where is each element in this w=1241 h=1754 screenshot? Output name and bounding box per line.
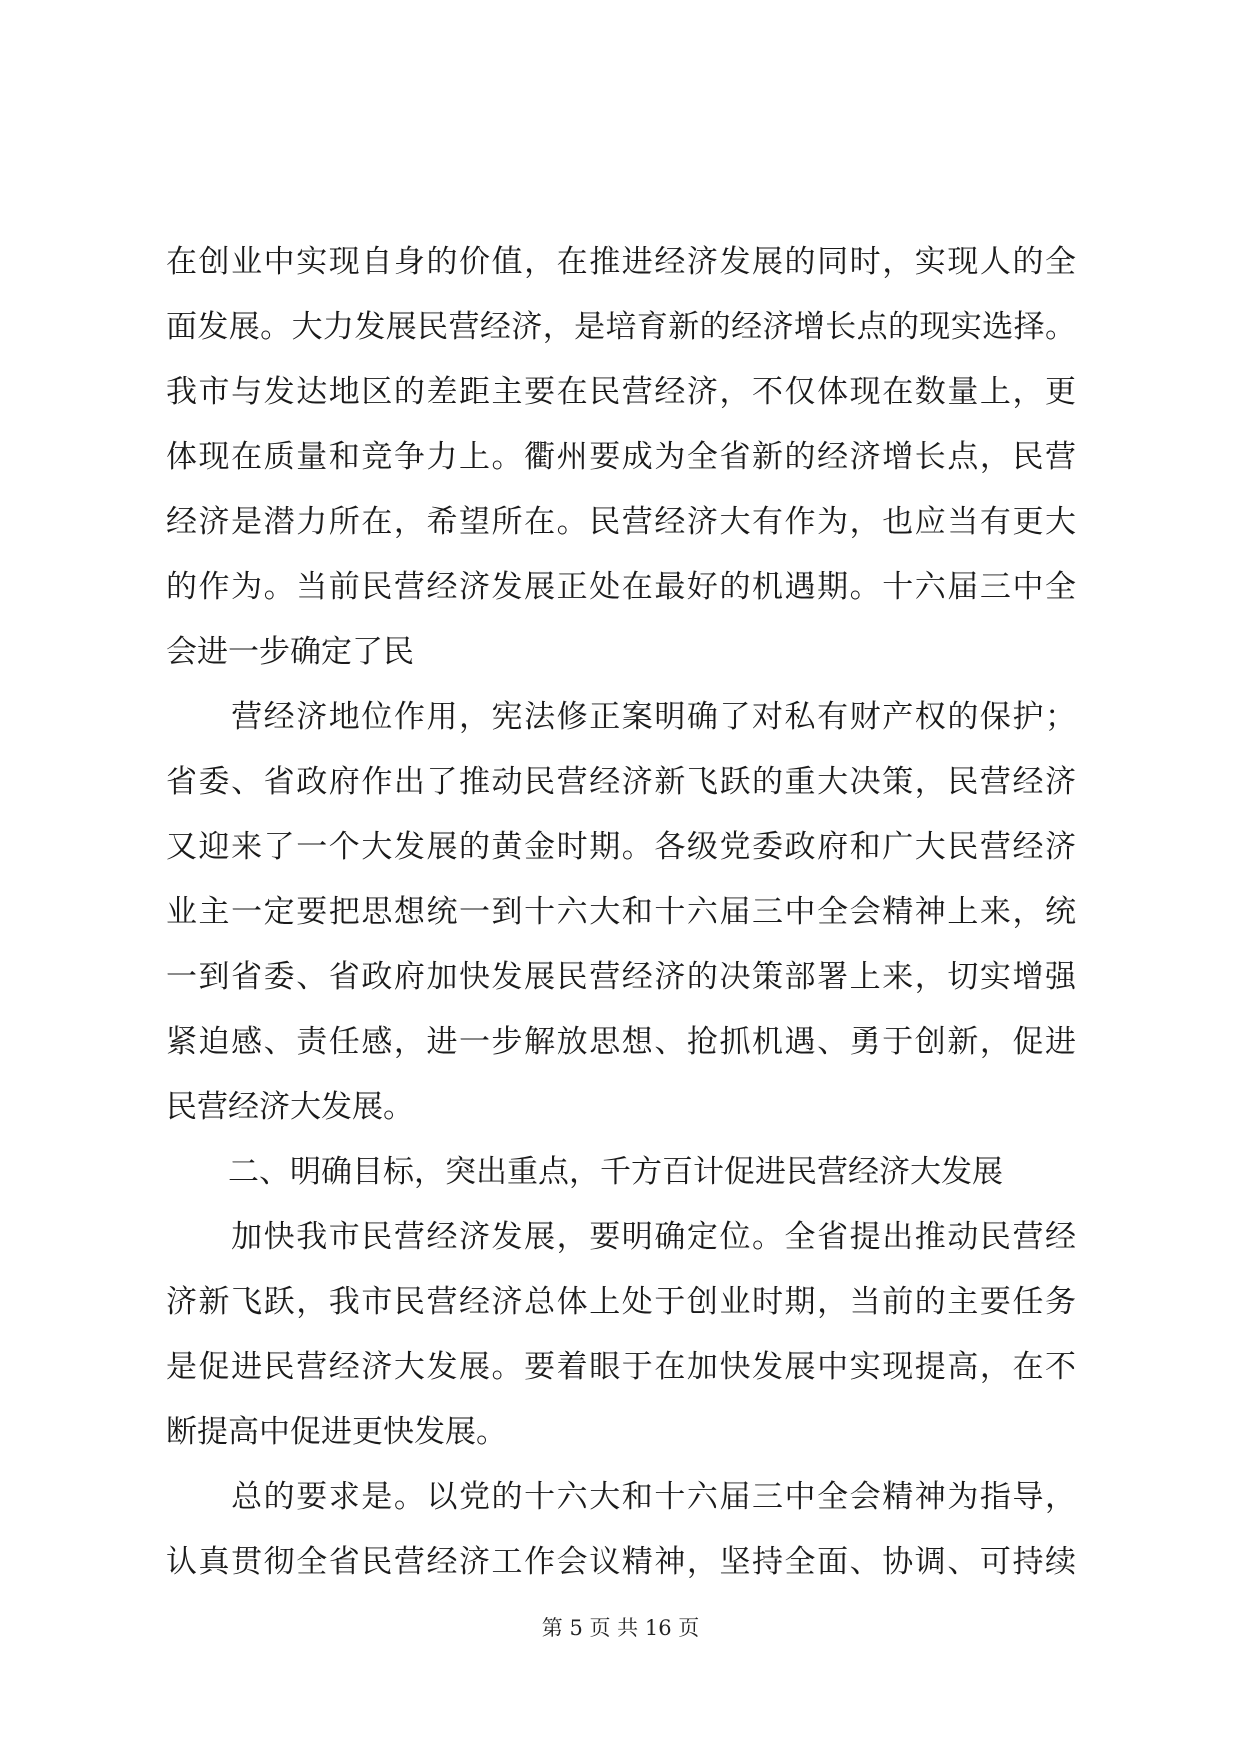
text-line: 面发展。大力发展民营经济，是培育新的经济增长点的现实选择。 [166,309,1076,345]
text-line: 认真贯彻全省民营经济工作会议精神，坚持全面、协调、可持续 [166,1544,1076,1580]
text-line: 民营经济大发展。 [166,1089,414,1125]
text-line: 断提高中促进更快发展。 [166,1414,507,1450]
text-line: 体现在质量和竞争力上。衢州要成为全省新的经济增长点，民营 [166,439,1076,475]
text-line: 经济是潜力所在，希望所在。民营经济大有作为，也应当有更大 [166,504,1076,540]
text-line: 紧迫感、责任感，进一步解放思想、抢抓机遇、勇于创新，促进 [166,1024,1076,1060]
text-line: 加快我市民营经济发展，要明确定位。全省提出推动民营经 [166,1219,1076,1255]
text-line: 营经济地位作用，宪法修正案明确了对私有财产权的保护； [166,699,1076,735]
text-line: 在创业中实现自身的价值，在推进经济发展的同时，实现人的全 [166,244,1076,280]
text-line: 省委、省政府作出了推动民营经济新飞跃的重大决策，民营经济 [166,764,1076,800]
page-footer: 第 5 页 共 16 页 [541,1616,700,1640]
text-line: 我市与发达地区的差距主要在民营经济，不仅体现在数量上，更 [166,374,1076,410]
text-line: 会进一步确定了民 [166,634,414,670]
text-line: 二、明确目标，突出重点，千方百计促进民营经济大发展 [166,1154,1003,1190]
body-text [166,230,1076,1595]
text-line: 总的要求是。以党的十六大和十六届三中全会精神为指导， [166,1479,1076,1515]
text-line: 又迎来了一个大发展的黄金时期。各级党委政府和广大民营经济 [166,829,1076,865]
text-line: 一到省委、省政府加快发展民营经济的决策部署上来，切实增强 [166,959,1076,995]
text-line: 业主一定要把思想统一到十六大和十六届三中全会精神上来，统 [166,894,1076,930]
text-line: 是促进民营经济大发展。要着眼于在加快发展中实现提高，在不 [166,1349,1076,1385]
text-line: 的作为。当前民营经济发展正处在最好的机遇期。十六届三中全 [166,569,1076,605]
text-line: 济新飞跃，我市民营经济总体上处于创业时期，当前的主要任务 [166,1284,1076,1320]
